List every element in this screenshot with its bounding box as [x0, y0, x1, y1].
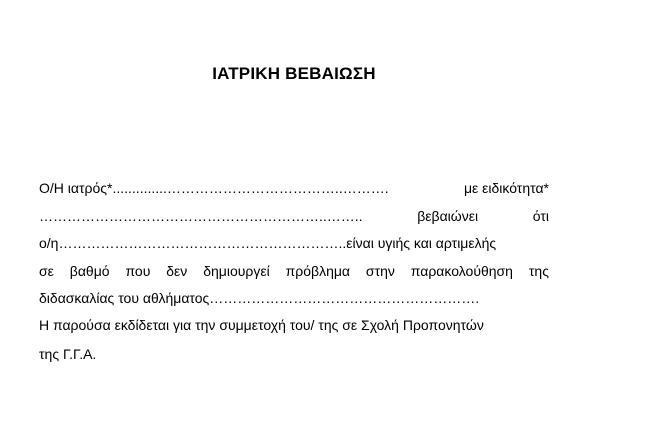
healthy-text: είναι υγιής και αρτιμελής [346, 235, 497, 251]
specialty-label: με ειδικότητα* [463, 180, 549, 196]
word: στην [365, 263, 395, 279]
line-degree [39, 261, 549, 281]
word: πρόβλημα [285, 263, 351, 279]
word: δεν [166, 263, 188, 279]
line-issued: Η παρούσα εκδίδεται για την συμμετοχή του/ της σε Σχολή Προπονητών [39, 317, 484, 333]
that-word: ότι [532, 208, 549, 224]
line-person [39, 233, 549, 253]
word: της [528, 263, 549, 279]
line-sport: διδασκαλίας του αθλήματος…………………………………………………. [39, 290, 480, 306]
doctor-fill-dots: ..............………………………………..………. [112, 180, 389, 196]
line-doctor [39, 178, 549, 198]
line-certifies [39, 206, 549, 226]
word: βαθμό [69, 263, 110, 279]
person-fill: ο/η…………………………………………………….. [39, 235, 347, 251]
line-gga: της Γ.Γ.Α. [39, 346, 97, 362]
word: δημιουργεί [203, 263, 270, 279]
word: παρακολούθηση [410, 263, 513, 279]
specialty-fill-dots: ……………………………………………………..…….. [39, 208, 363, 224]
word: που [125, 263, 151, 279]
doctor-text: Ο/Η ιατρός* [39, 180, 113, 196]
document-title: ΙΑΤΡΙΚΗ ΒΕΒΑΙΩΣΗ [212, 64, 376, 83]
doctor-label [39, 178, 389, 198]
word: σε [39, 263, 54, 279]
certifies-word: βεβαιώνει [417, 208, 479, 224]
